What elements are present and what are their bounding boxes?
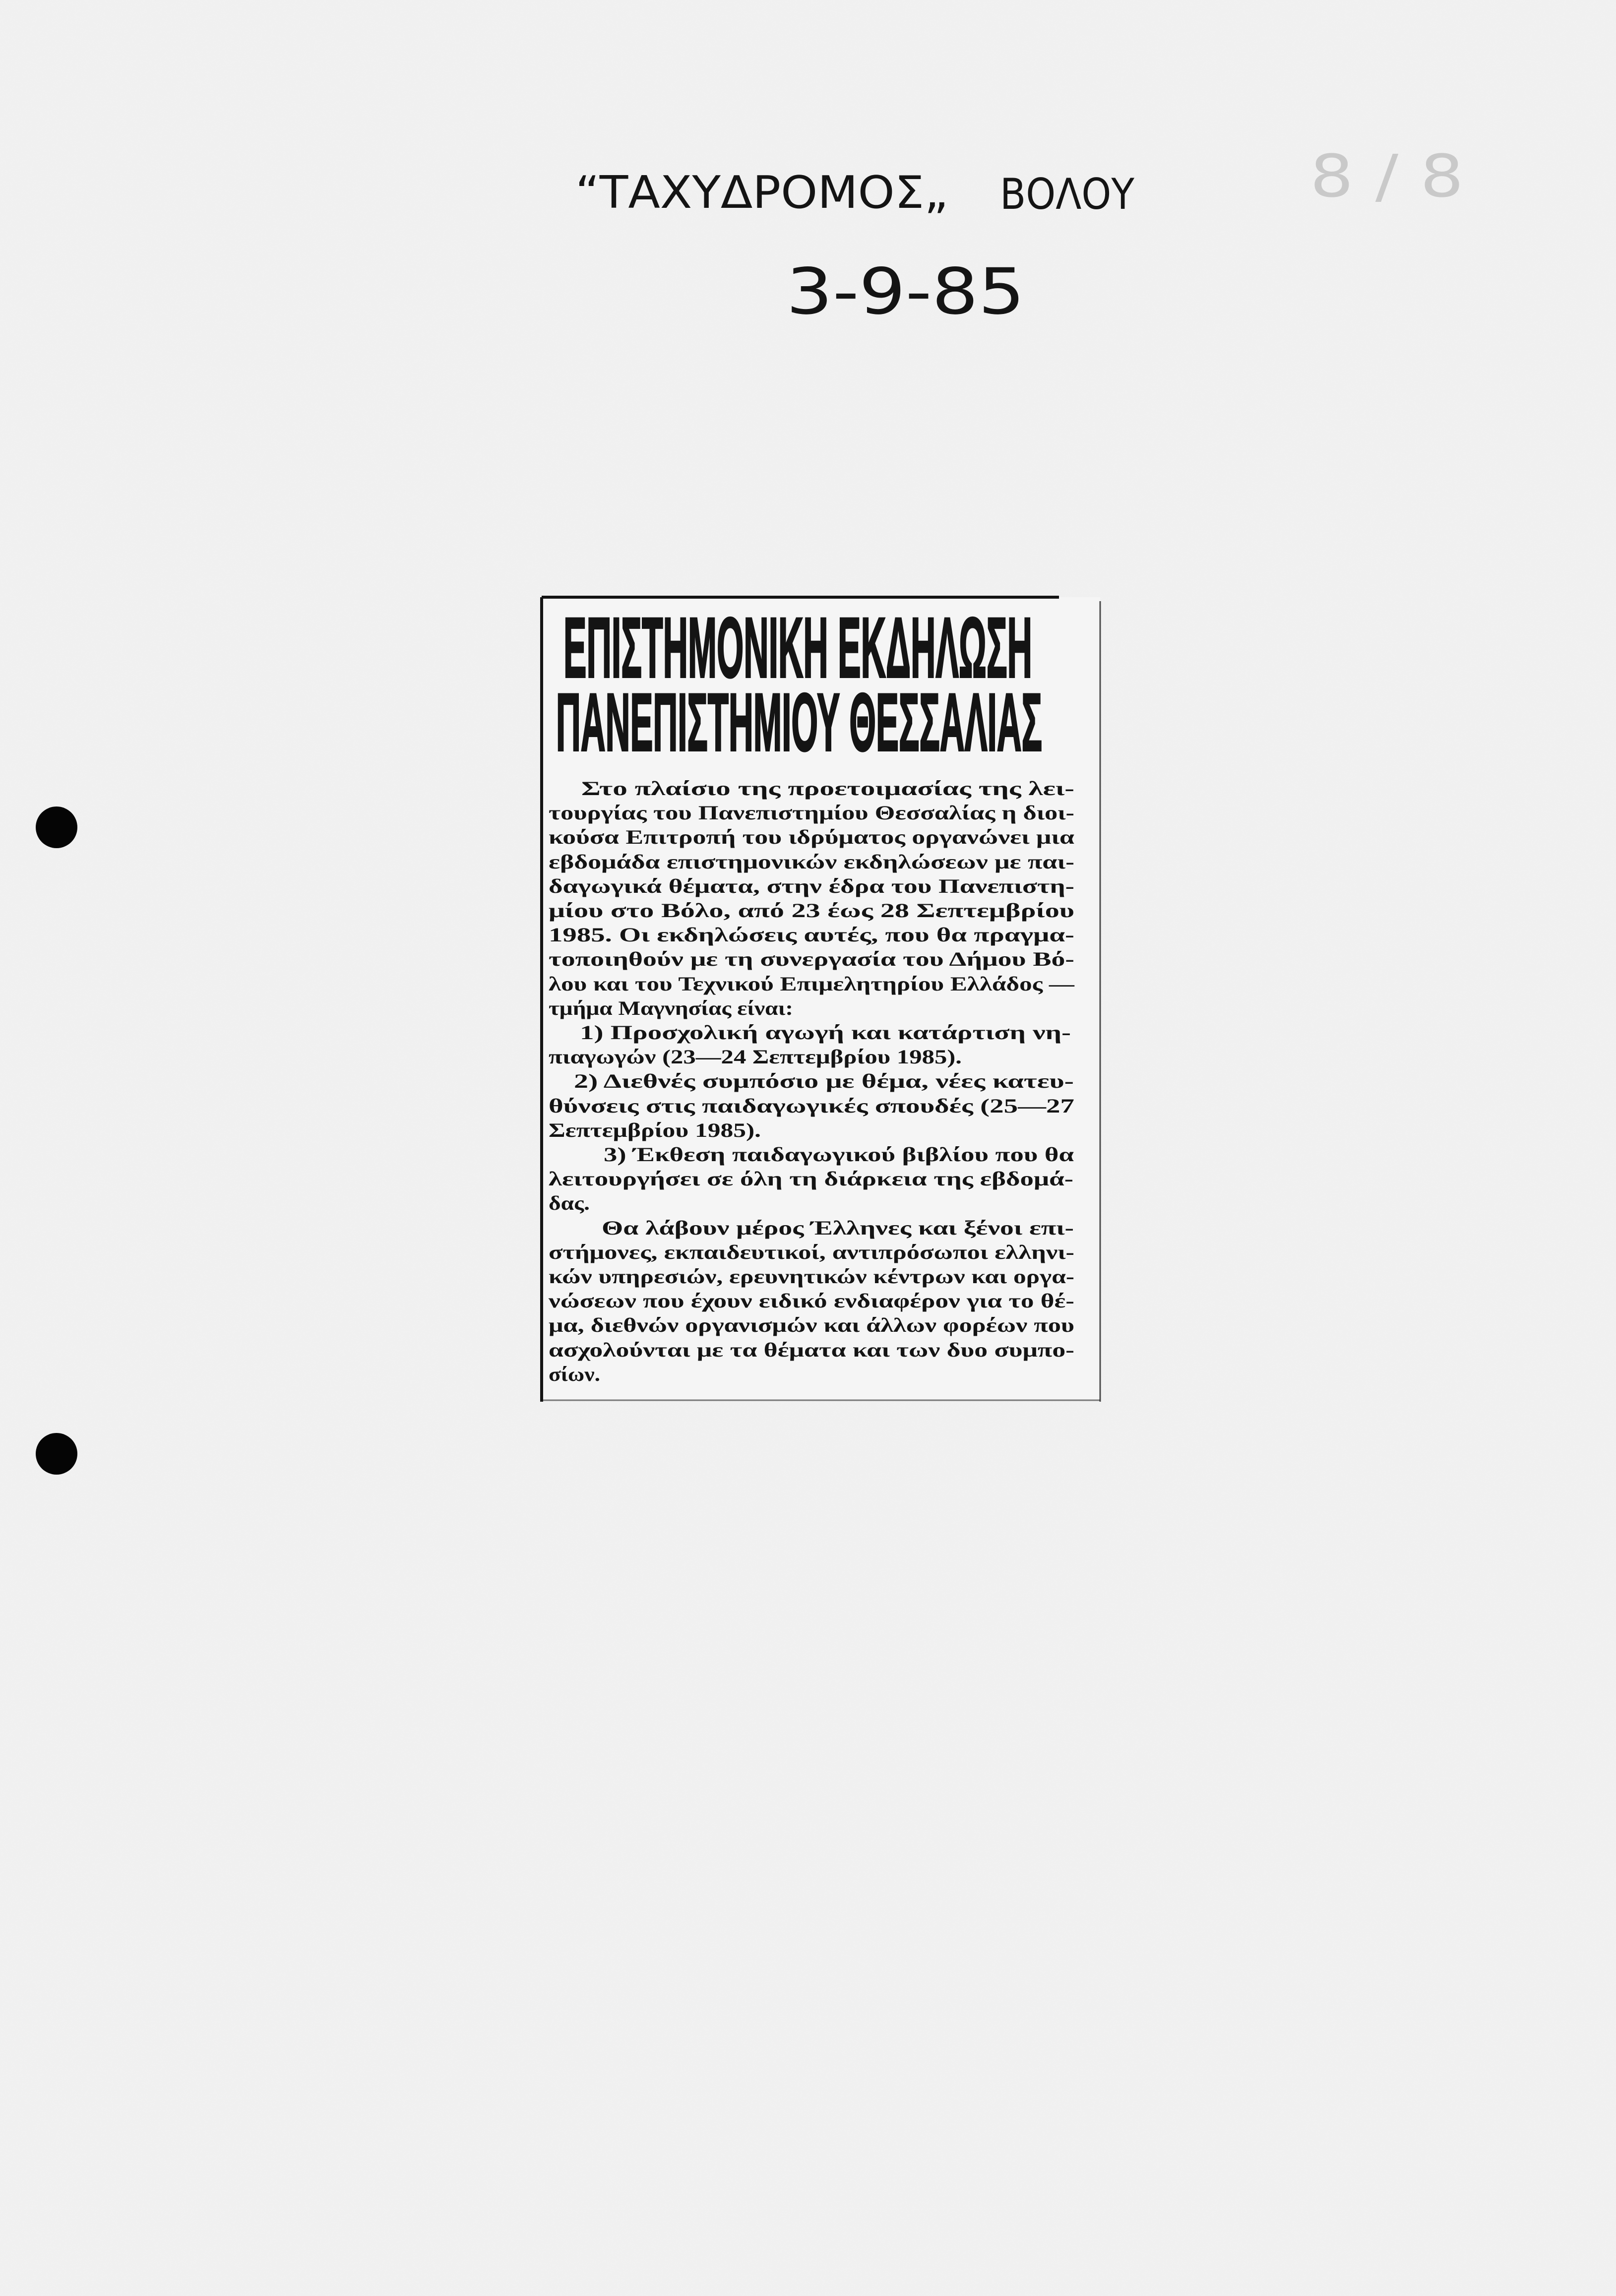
article-body-line: τουργίας του Πανεπιστημίου Θεσσαλίας η διοι- bbox=[549, 802, 1074, 824]
article-body-line: 2) Διεθνές συμπόσιο με θέμα, νέες κατευ- bbox=[574, 1070, 1074, 1092]
pencil-page-number: 8 / 8 bbox=[1310, 142, 1464, 210]
article-body-line: μα, διεθνών οργανισμών και άλλων φορέων που bbox=[549, 1314, 1074, 1336]
newspaper-clipping bbox=[542, 597, 1100, 1402]
article-body-line: 1) Προσχολική αγωγή και κατάρτιση νη- bbox=[580, 1021, 1071, 1044]
article-body bbox=[548, 777, 1075, 1385]
article-body-line: εβδομάδα επιστημονικών εκδηλώσεων με παι- bbox=[549, 851, 1074, 873]
article-body-line: 3) Έκθεση παιδαγωγικού βιβλίου που θα bbox=[604, 1143, 1074, 1166]
punch-hole bbox=[36, 1433, 77, 1475]
article-title-line-2: ΠΑΝΕΠΙΣΤΗΜΙΟΥ ΘΕΣΣΑΛΙΑΣ bbox=[556, 677, 1042, 768]
article-body-line: δαγωγικά θέματα, στην έδρα του Πανεπιστη- bbox=[549, 875, 1074, 897]
article-body-line: μίου στο Βόλο, από 23 έως 28 Σεπτεμβρίου bbox=[549, 899, 1074, 922]
article-body-line: Θα λάβουν μέρος Έλληνες και ξένοι επι- bbox=[602, 1217, 1074, 1239]
article-body-line: Σεπτεμβρίου 1985). bbox=[549, 1119, 761, 1141]
article-body-line: σίων. bbox=[549, 1363, 600, 1385]
article-body-line: κούσα Επιτροπή του ιδρύματος οργανώνει μια bbox=[549, 826, 1074, 848]
handwritten-date: 3-9-85 bbox=[786, 255, 1025, 329]
article-body-line: ασχολούνται με τα θέματα και των δυο συμπο- bbox=[549, 1339, 1074, 1361]
article-body-line: λου και του Τεχνικού Επιμελητηρίου Ελλάδος — bbox=[549, 973, 1075, 995]
article-body-line: 1985. Οι εκδηλώσεις αυτές, που θα πραγμα- bbox=[549, 924, 1074, 946]
article-body-line: πιαγωγών (23—24 Σεπτεμβρίου 1985). bbox=[549, 1046, 962, 1068]
handwritten-city: ΒΟΛΟΥ bbox=[1000, 170, 1135, 219]
article-body-line: τμήμα Μαγνησίας είναι: bbox=[549, 997, 793, 1019]
punch-hole bbox=[36, 807, 77, 848]
handwritten-newspaper-name: “ΤΑΧΥΔΡΟΜΟΣ„ bbox=[575, 167, 948, 219]
article-body-line: στήμονες, εκπαιδευτικοί, αντιπρόσωποι ελληνι- bbox=[549, 1241, 1074, 1263]
article-body-line: κών υπηρεσιών, ερευνητικών κέντρων και οργα- bbox=[549, 1265, 1074, 1288]
article-body-line: τοποιηθούν με τη συνεργασία του Δήμου Βό- bbox=[549, 948, 1074, 970]
article-body-line: νώσεων που έχουν ειδικό ενδιαφέρον για το θέ- bbox=[548, 1290, 1074, 1312]
article-title-line-1: ΕΠΙΣΤΗΜΟΝΙΚΗ ΕΚΔΗΛΩΣΗ bbox=[563, 600, 1032, 695]
article-body-line: δας. bbox=[549, 1192, 590, 1214]
article-body-line: Στο πλαίσιο της προετοιμασίας της λει- bbox=[581, 777, 1074, 800]
article-body-line: λειτουργήσει σε όλη τη διάρκεια της εβδομά- bbox=[549, 1168, 1073, 1190]
article-body-line: θύνσεις στις παιδαγωγικές σπουδές (25—27 bbox=[549, 1095, 1074, 1117]
